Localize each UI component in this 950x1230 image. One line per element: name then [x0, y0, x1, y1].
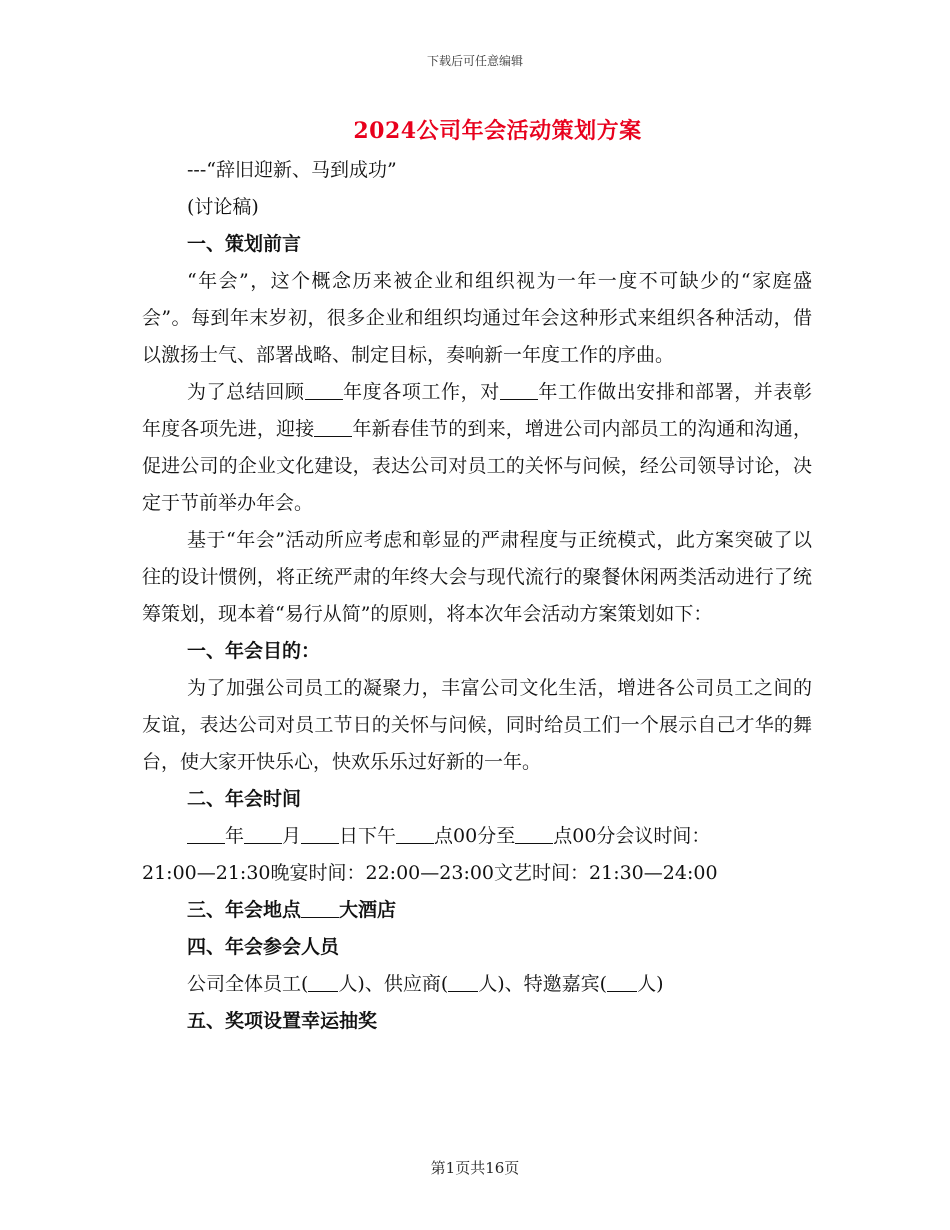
venue-label-b: 大酒店 — [339, 899, 397, 921]
section-heading-venue — [142, 892, 812, 929]
document-subtitle: ---“辞旧迎新、马到成功” — [187, 159, 397, 181]
section-heading-purpose: 一、年会目的： — [187, 640, 321, 662]
page-footer-number: 第1页共16页 — [430, 1159, 520, 1177]
preface-p2-part-b: 年度各项工作，对 — [342, 381, 500, 403]
preface-p2-part-a: 为了总结回顾 — [187, 381, 305, 403]
fill-blank — [396, 825, 434, 844]
fill-blank — [305, 381, 343, 400]
fill-blank — [448, 973, 478, 992]
fill-blank — [515, 825, 553, 844]
attendees-part-c: 人)、特邀嘉宾( — [478, 973, 608, 995]
preface-paragraph-3: 基于“年会”活动所应考虑和彰显的严肃程度与正统模式，此方案突破了以往的设计惯例，将正统严肃的年终大会与现代流行的聚餐休闲两类活动进行了统筹策划，现本着“易行从简”的原则，将本次年会活动方案策划如下： — [142, 529, 812, 625]
attendees-line — [142, 966, 812, 1003]
fill-blank — [500, 381, 538, 400]
draft-note: (讨论稿) — [187, 196, 259, 218]
attendees-part-d: 人) — [637, 973, 664, 995]
venue-label-a: 三、年会地点 — [187, 899, 302, 921]
preface-paragraph-2 — [142, 374, 812, 522]
section-heading-awards: 五、奖项设置幸运抽奖 — [187, 1010, 378, 1032]
document-body — [142, 152, 812, 1040]
preface-paragraph-1: “年会”，这个概念历来被企业和组织视为一年一度不可缺少的“家庭盛会”。每到年末岁初，很多企业和组织均通过年会这种形式来组织各种活动，借以激扬士气、部署战略、制定目标，奏响新一年度工作的序曲。 — [142, 270, 812, 366]
fill-blank — [187, 825, 225, 844]
preface-p2-part-c: 年工作做出安排和部署，并表彰年度各项先进，迎接 — [142, 381, 812, 440]
time-line-2: 21:00—21:30晚宴时间：22:00—23:00文艺时间：21:30—24:00 — [142, 862, 718, 884]
time-point1-label: 点00分至 — [434, 825, 516, 847]
time-point2-label: 点00分会议时间： — [553, 825, 711, 847]
time-month-label: 月 — [282, 825, 302, 847]
section-heading-preface: 一、策划前言 — [187, 233, 302, 255]
time-year-label: 年 — [225, 825, 245, 847]
purpose-paragraph: 为了加强公司员工的凝聚力，丰富公司文化生活，增进各公司员工之间的友谊，表达公司对员工节日的关怀与问候，同时给员工们一个展示自己才华的舞台，使大家开快乐心，快欢乐乐过好新的一年。 — [142, 677, 812, 773]
section-heading-attendees: 四、年会参会人员 — [187, 936, 340, 958]
section-heading-time: 二、年会时间 — [187, 788, 302, 810]
fill-blank — [301, 825, 339, 844]
time-line-1 — [142, 818, 812, 855]
fill-blank — [301, 899, 339, 918]
page-header-note: 下载后可任意编辑 — [426, 54, 523, 68]
attendees-part-b: 人)、供应商( — [338, 973, 449, 995]
fill-blank — [607, 973, 637, 992]
time-day-label: 日下午 — [339, 825, 397, 847]
fill-blank — [244, 825, 282, 844]
attendees-part-a: 公司全体员工( — [187, 973, 309, 995]
preface-p2-part-d: 年新春佳节的到来，增进公司内部员工的沟通和沟通，促进公司的企业文化建设，表达公司对员工的关怀与问候，经公司领导讨论，决定于节前举办年会。 — [142, 418, 812, 514]
fill-blank — [314, 418, 352, 437]
fill-blank — [308, 973, 338, 992]
document-title: 2024公司年会活动策划方案 — [353, 118, 642, 144]
